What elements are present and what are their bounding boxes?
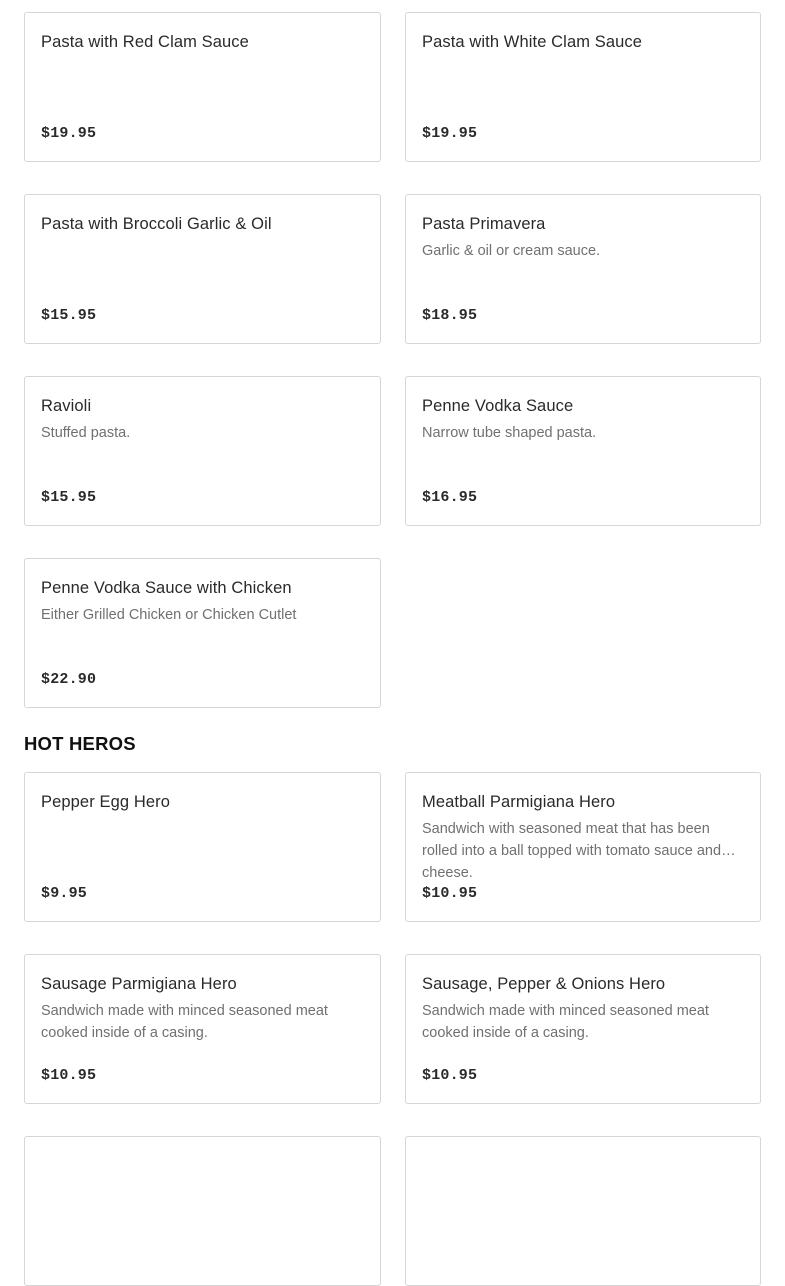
menu-item-name: Penne Vodka Sauce <box>422 397 574 415</box>
menu-item-name: Penne Vodka Sauce with Chicken <box>41 579 292 597</box>
menu-item-card[interactable] <box>24 558 381 708</box>
menu-item-name: Sausage, Pepper & Onions Hero <box>422 975 666 993</box>
menu-item-card[interactable] <box>24 12 381 162</box>
menu-item-price: $10.95 <box>41 1067 97 1084</box>
menu-item-card[interactable] <box>405 376 761 526</box>
menu-item-card[interactable] <box>24 954 381 1104</box>
menu-item-price: $19.95 <box>41 125 97 142</box>
menu-item-card[interactable] <box>405 772 761 922</box>
menu-item-name: Pasta with Broccoli Garlic & Oil <box>41 215 272 233</box>
menu-item-card[interactable] <box>405 194 761 344</box>
menu-item-name: Pasta with White Clam Sauce <box>422 33 643 51</box>
menu-page <box>24 12 761 1286</box>
hot-heros-menu-grid <box>24 772 761 1104</box>
menu-item-card[interactable] <box>405 1136 761 1286</box>
menu-item-name: Pasta Primavera <box>422 215 546 233</box>
menu-item-price: $10.95 <box>422 1067 478 1084</box>
menu-item-card[interactable] <box>24 1136 381 1286</box>
menu-item-name: Pasta with Red Clam Sauce <box>41 33 249 51</box>
menu-item-price: $9.95 <box>41 885 88 902</box>
menu-item-name: Ravioli <box>41 397 92 415</box>
menu-item-price: $15.95 <box>41 489 97 506</box>
menu-item-description: Garlic & oil or cream sauce. <box>422 243 601 259</box>
menu-item-description: Sandwich with seasoned meat that has been rolled into a ball topped with tomato sauce and cheese. <box>422 821 722 881</box>
menu-item-card[interactable] <box>24 194 381 344</box>
hot-heros-next-row <box>24 1136 761 1286</box>
menu-item-price: $15.95 <box>41 307 97 324</box>
menu-item-card[interactable] <box>405 12 761 162</box>
pasta-menu-grid <box>24 12 761 708</box>
menu-item-description: Stuffed pasta. <box>41 425 131 441</box>
menu-item-description: Sandwich made with minced seasoned meat cooked inside of a casing. <box>422 1003 709 1041</box>
menu-item-price: $22.90 <box>41 671 97 688</box>
menu-item-card[interactable] <box>405 954 761 1104</box>
menu-item-name: Meatball Parmigiana Hero <box>422 793 616 811</box>
menu-item-description: Either Grilled Chicken or Chicken Cutlet <box>41 607 297 623</box>
menu-item-name: Sausage Parmigiana Hero <box>41 975 237 993</box>
section-title-hot-heros: HOT HEROS <box>24 733 136 754</box>
menu-item-description: Narrow tube shaped pasta. <box>422 425 597 441</box>
menu-item-price: $19.95 <box>422 125 478 142</box>
menu-item-card[interactable] <box>24 376 381 526</box>
menu-item-description: Sandwich made with minced seasoned meat cooked inside of a casing. <box>41 1003 328 1041</box>
menu-item-price: $18.95 <box>422 307 478 324</box>
menu-item-price: $16.95 <box>422 489 478 506</box>
menu-item-card[interactable] <box>24 772 381 922</box>
menu-item-price: $10.95 <box>422 885 478 902</box>
menu-item-name: Pepper Egg Hero <box>41 793 170 811</box>
